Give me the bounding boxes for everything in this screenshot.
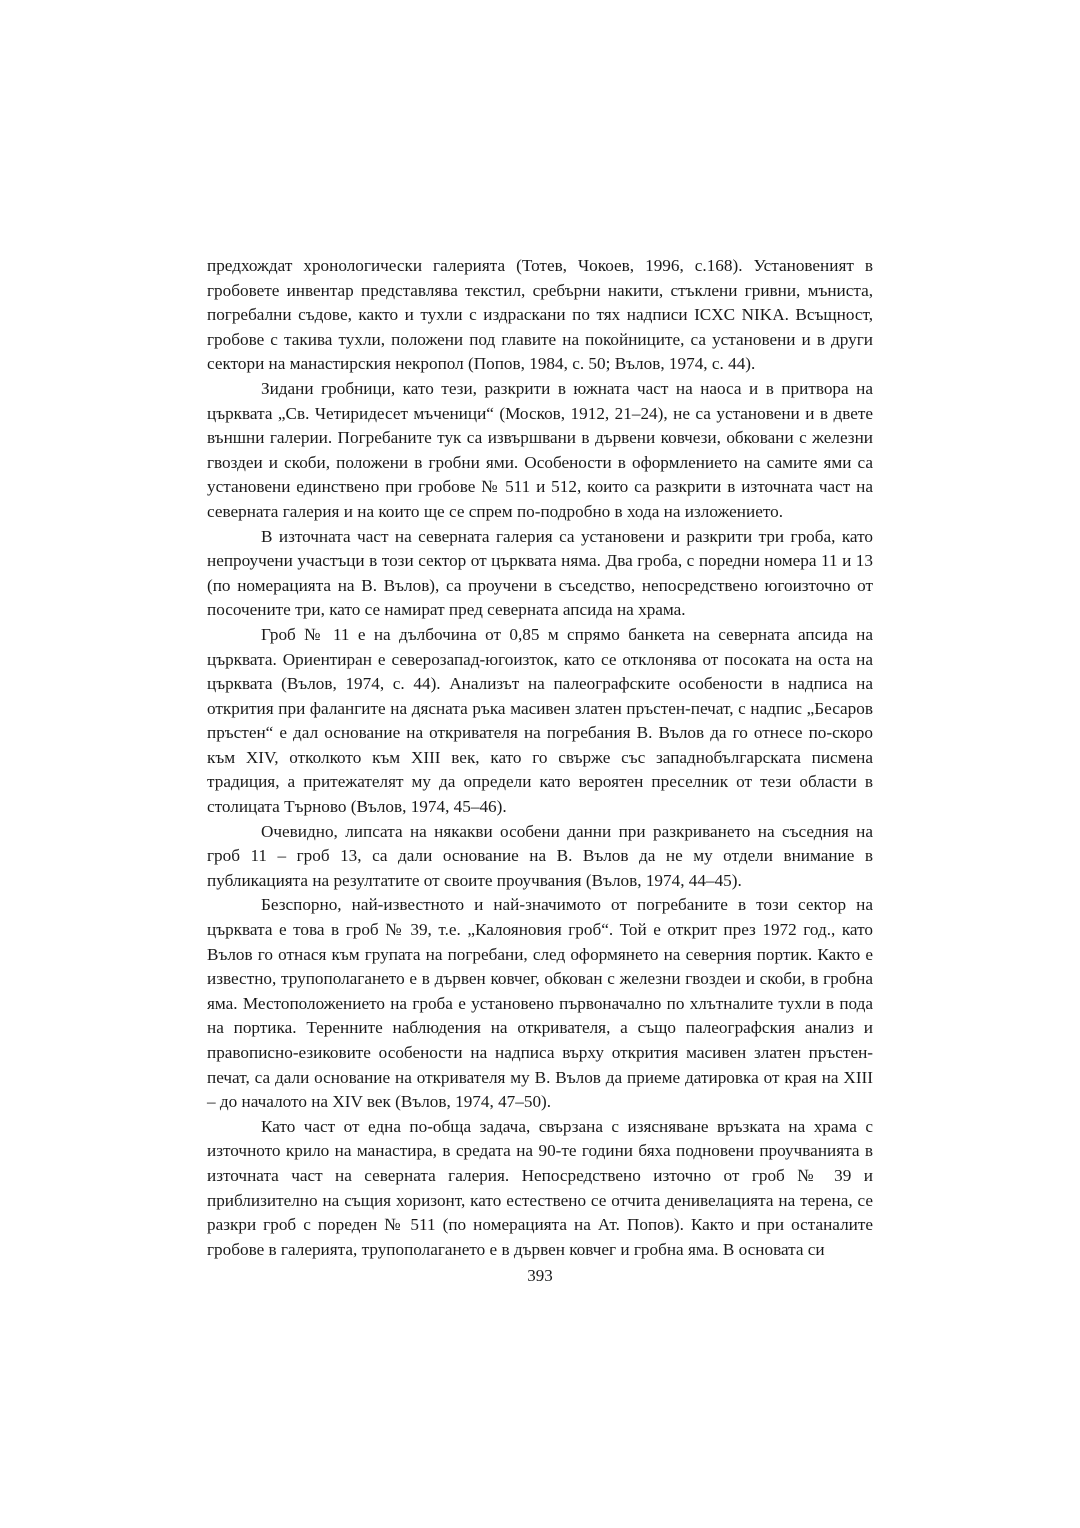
page-number: 393	[527, 1266, 553, 1285]
paragraph-3: В източната част на северната галерия са установени и разкрити три гроба, като непроучени участъци в този сектор от църквата няма. Два гроба, с поредни номера 11 и 13 (по номерацията на В. Вълов), са проучени в съседство, непосредствено югоизточно от посочените три, като се намират пред северната апсида на храма.	[207, 526, 873, 620]
paragraph-7: Като част от една по-обща задача, свързана с изясняване връзката на храма с източното крило на манастира, в средата на 90-те години бяха подновени проучванията в източната част на северната галерия. Непосредствено източно от гроб № 39 и приблизително на същия хоризонт, като естествено се отчита денивелацията на терена, се разкри гроб с пореден № 511 (по номерацията на Ат. Попов). Както и при останалите гробове в галерията, трупополагането е в дървен ковчег и гробна яма. В основата си	[207, 1116, 873, 1259]
paragraph-5: Очевидно, липсата на някакви особени данни при разкриването на съседния на гроб 11 – гроб 13, са дали основание на В. Вълов да не му отдели внимание в публикацията на резултатите от своите проучвания (Вълов, 1974, 44–45).	[207, 821, 873, 890]
paragraph-6: Безспорно, най-известното и най-значимото от погребаните в този сектор на църквата е това в гроб № 39, т.е. „Калояновия гроб“. Той е открит през 1972 год., като Вълов го отнася към групата на погребани, след оформянето на северния портик. Както е известно, трупополагането е в дървен ковчег, обкован с железни гвоздеи и скоби, в гробна яма. Местоположението на гроба е установено първоначално по хлътналите тухли в пода на портика. Теренните наблюдения на откривателя, а също палеографския анализ и правописно-езиковите особености на надписа върху открития масивен златен пръстен-печат, са дали основание на откривателя му В. Вълов да приеме датировка от края на XIII – до началото на XIV век (Вълов, 1974, 47–50).	[207, 895, 873, 1112]
paragraph-2: Зидани гробници, като тези, разкрити в южната част на наоса и в притвора на църквата „Св. Четиридесет мъченици“ (Москов, 1912, 21–24), не са установени и в двете външни галерии. Погребаните тук са извършвани в дървени ковчези, обковани с железни гвоздеи и скоби, положени в гробни ями. Особености в оформлението на самите ями са установени единствено при гробове № 511 и 512, които са разкрити в източната част на северната галерия и на които ще се спрем по-подробно в хода на изложението.	[207, 378, 873, 521]
paragraph-1: предхождат хронологически галерията (Тотев, Чокоев, 1996, с.168). Установеният в гробовете инвентар представлява текстил, сребърни накити, стъклени гривни, мъниста, погребални съдове, както и тухли с издраскани по тях надписи ICXC NIKA. Всъщност, гробове с такива тухли, положени под главите на покойниците, са установени и в други сектори на манастирския некропол (Попов, 1984, с. 50; Вълов, 1974, с. 44).	[207, 256, 873, 374]
paragraph-4: Гроб № 11 е на дълбочина от 0,85 м спрямо банкета на северната апсида на църквата. Ориентиран е северозапад-югоизток, като се отклонява от посоката на оста на църквата (Вълов, 1974, с. 44). Анализът на палеографските особености в надписа на открития при фалангите на дясната ръка масивен златен пръстен-печат, с надпис „Бесаров пръстен“ е дал основание на откривателя на погребания В. Вълов да го отнесе по-скоро към XIV, отколкото към XIII век, като го свърже със западнобългарската писмена традиция, а притежателят му да определи като вероятен преселник от тези области в столицата Търново (Вълов, 1974, 45–46).	[207, 624, 873, 817]
body-text	[207, 254, 873, 1262]
